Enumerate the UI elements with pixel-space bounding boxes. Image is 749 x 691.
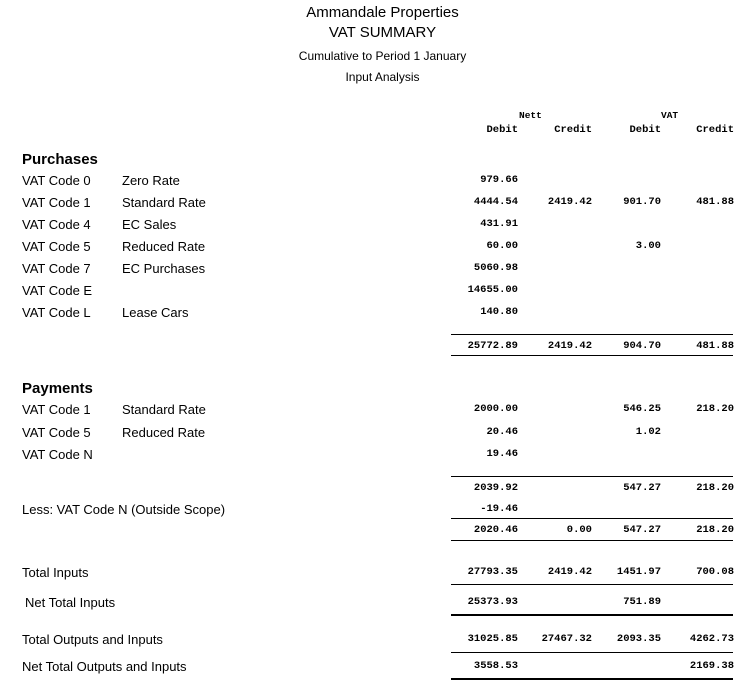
row-vat-code: VAT Code 4 bbox=[22, 217, 91, 232]
payments-heading: Payments bbox=[22, 380, 93, 397]
total-vat-debit: 547.27 bbox=[623, 524, 661, 536]
row-vat-code: VAT Code 1 bbox=[22, 195, 91, 210]
vat-credit-header: Credit bbox=[696, 124, 734, 136]
row-nett-debit: 5060.98 bbox=[473, 262, 518, 274]
total-nett-debit: 25772.89 bbox=[467, 340, 518, 352]
purchases-total-underline bbox=[451, 355, 733, 356]
total-inputs-nett-credit: 2419.42 bbox=[547, 566, 592, 578]
total-inputs-vat-debit: 1451.97 bbox=[616, 566, 661, 578]
net-total-outputs-inputs-nett-debit: 3558.53 bbox=[473, 660, 518, 672]
total-inputs-nett-debit: 27793.35 bbox=[467, 566, 518, 578]
row-nett-debit: 20.46 bbox=[486, 426, 518, 438]
row-description: Reduced Rate bbox=[122, 425, 206, 440]
row-vat-code: VAT Code 0 bbox=[22, 173, 91, 188]
total-inputs-rule bbox=[451, 584, 733, 585]
row-vat-debit: 1.02 bbox=[635, 426, 661, 438]
net-total-outputs-inputs-vat-credit: 2169.38 bbox=[689, 660, 734, 672]
subtotal-vat-credit: 218.20 bbox=[696, 482, 734, 494]
purchases-heading: Purchases bbox=[22, 151, 98, 168]
report-title: VAT SUMMARY bbox=[328, 24, 437, 41]
total-vat-credit: 481.88 bbox=[696, 340, 734, 352]
row-description: Reduced Rate bbox=[122, 239, 206, 254]
row-nett-debit: 4444.54 bbox=[473, 196, 518, 208]
row-vat-code: VAT Code 7 bbox=[22, 261, 91, 276]
report-analysis: Input Analysis bbox=[345, 70, 420, 84]
net-total-inputs-label: Net Total Inputs bbox=[25, 595, 116, 610]
row-vat-code: VAT Code E bbox=[22, 283, 93, 298]
row-nett-debit: 60.00 bbox=[486, 240, 518, 252]
company-name: Ammandale Properties bbox=[306, 4, 459, 21]
total-outputs-inputs-vat-credit: 4262.73 bbox=[689, 633, 734, 645]
row-description: Standard Rate bbox=[122, 402, 206, 417]
less-nett-debit: -19.46 bbox=[480, 503, 518, 515]
net-total-inputs-rule bbox=[451, 614, 733, 616]
row-description: EC Purchases bbox=[122, 261, 206, 276]
purchases-total-rule bbox=[451, 334, 733, 335]
net-total-outputs-inputs-rule bbox=[451, 678, 733, 680]
net-total-outputs-inputs-label: Net Total Outputs and Inputs bbox=[22, 659, 187, 674]
subtotal-vat-debit: 547.27 bbox=[623, 482, 661, 494]
nett-group-header: Nett bbox=[519, 110, 542, 121]
total-inputs-label: Total Inputs bbox=[22, 565, 89, 580]
net-total-inputs-nett-debit: 25373.93 bbox=[467, 596, 518, 608]
vat-debit-header: Debit bbox=[629, 124, 661, 136]
total-nett-credit: 2419.42 bbox=[547, 340, 592, 352]
row-nett-debit: 140.80 bbox=[480, 306, 518, 318]
total-outputs-inputs-label: Total Outputs and Inputs bbox=[22, 632, 163, 647]
total-outputs-inputs-nett-debit: 31025.85 bbox=[467, 633, 518, 645]
row-vat-debit: 901.70 bbox=[623, 196, 661, 208]
row-description: Zero Rate bbox=[122, 173, 180, 188]
nett-debit-header: Debit bbox=[486, 124, 518, 136]
row-description: EC Sales bbox=[122, 217, 177, 232]
net-total-inputs-vat-debit: 751.89 bbox=[623, 596, 661, 608]
row-nett-debit: 14655.00 bbox=[467, 284, 518, 296]
payments-subtotal-rule bbox=[451, 476, 733, 477]
total-vat-debit: 904.70 bbox=[623, 340, 661, 352]
less-outside-scope-label: Less: VAT Code N (Outside Scope) bbox=[22, 502, 226, 517]
row-vat-code: VAT Code N bbox=[22, 447, 93, 462]
row-vat-credit: 481.88 bbox=[696, 196, 734, 208]
row-description: Standard Rate bbox=[122, 195, 206, 210]
vat-group-header: VAT bbox=[661, 110, 679, 121]
payments-total-underline bbox=[451, 540, 733, 541]
row-nett-debit: 979.66 bbox=[480, 174, 518, 186]
row-vat-code: VAT Code 1 bbox=[22, 402, 91, 417]
subtotal-nett-debit: 2039.92 bbox=[473, 482, 518, 494]
row-vat-code: VAT Code 5 bbox=[22, 425, 91, 440]
row-vat-credit: 218.20 bbox=[696, 403, 734, 415]
total-outputs-inputs-nett-credit: 27467.32 bbox=[541, 633, 592, 645]
report-period: Cumulative to Period 1 January bbox=[298, 49, 467, 63]
nett-credit-header: Credit bbox=[554, 124, 592, 136]
row-vat-code: VAT Code 5 bbox=[22, 239, 91, 254]
total-outputs-inputs-vat-debit: 2093.35 bbox=[616, 633, 661, 645]
row-nett-credit: 2419.42 bbox=[547, 196, 592, 208]
row-nett-debit: 19.46 bbox=[486, 448, 518, 460]
total-inputs-vat-credit: 700.08 bbox=[696, 566, 734, 578]
row-vat-debit: 546.25 bbox=[623, 403, 661, 415]
row-vat-debit: 3.00 bbox=[635, 240, 661, 252]
total-outputs-inputs-rule bbox=[451, 652, 733, 653]
row-nett-debit: 431.91 bbox=[480, 218, 518, 230]
total-nett-debit: 2020.46 bbox=[473, 524, 518, 536]
payments-total-rule bbox=[451, 518, 733, 519]
row-description: Lease Cars bbox=[122, 305, 189, 320]
row-nett-debit: 2000.00 bbox=[473, 403, 518, 415]
total-nett-credit: 0.00 bbox=[566, 524, 592, 536]
row-vat-code: VAT Code L bbox=[22, 305, 91, 320]
total-vat-credit: 218.20 bbox=[696, 524, 734, 536]
